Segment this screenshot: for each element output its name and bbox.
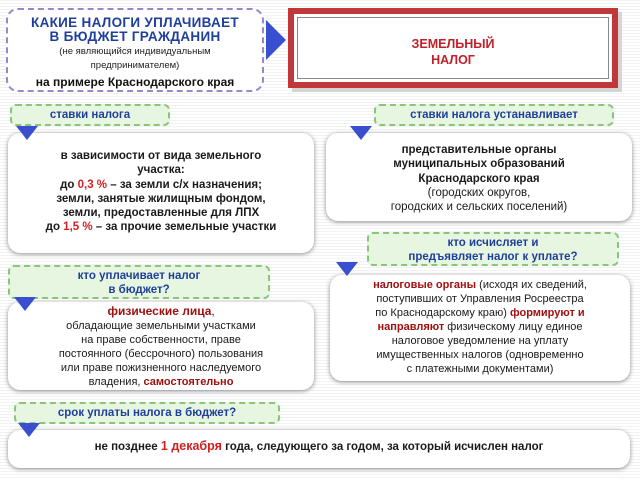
who-pays-line-4: постоянного (бессрочного) пользования <box>58 348 264 360</box>
pointer-triangle-icon <box>350 126 372 140</box>
who-calculates-line-7: с платежными документами) <box>406 363 554 375</box>
who-calculates-label-line-2: предъявляет налог к уплате? <box>408 251 578 263</box>
rates-set-by-line-5: городских и сельских поселений) <box>390 201 568 214</box>
rates-set-by-line-1: представительные органы <box>401 144 557 156</box>
subtitle-line-2: предпринимателем) <box>90 60 180 71</box>
who-pays-label <box>8 265 270 299</box>
who-pays-line-5: или праве пожизненного наследуемого <box>60 362 262 374</box>
who-pays-line-1: физические лица, <box>107 304 215 318</box>
pointer-triangle-icon <box>14 297 36 311</box>
who-pays-line-3: на праве собственности, праве <box>81 334 241 346</box>
right-arrow-icon <box>266 20 286 60</box>
tax-name-line-2: НАЛОГ <box>431 53 475 67</box>
rates-set-by-box <box>326 133 632 221</box>
deadline-box <box>8 430 630 468</box>
who-calculates-line-1: налоговые органы (исходя их сведений, <box>373 279 587 291</box>
who-pays-line-6: владения, самостоятельно <box>88 376 234 388</box>
who-calculates-label <box>367 232 619 266</box>
who-pays-line-2: обладающие земельными участками <box>66 320 256 332</box>
rates-line-1: в зависимости от вида земельного <box>60 150 262 162</box>
rates-line-2: участка: <box>137 164 185 177</box>
title-line-1: КАКИЕ НАЛОГИ УПЛАЧИВАЕТ <box>31 15 239 30</box>
title-line-2: В БЮДЖЕТ ГРАЖДАНИН <box>49 29 221 44</box>
who-calculates-box <box>330 275 630 381</box>
rates-line-4: земли, занятые жилищным фондом, <box>56 192 266 205</box>
rates-box <box>8 133 314 253</box>
who-pays-label-line-1: кто уплачивает налог <box>77 270 201 282</box>
title-box <box>6 8 264 92</box>
who-pays-box <box>8 302 314 390</box>
deadline-text: не позднее 1 декабря года, следующего за годом, за который исчислен налог <box>94 439 544 453</box>
pointer-triangle-icon <box>336 262 358 276</box>
rates-line-3: до 0,3 % – за земли с/х назначения; <box>60 178 262 191</box>
rates-set-by-label: ставки налога устанавливает <box>374 104 614 126</box>
pointer-triangle-icon <box>18 423 40 437</box>
tax-name-box <box>288 8 618 88</box>
rates-set-by-line-4: (городских округов, <box>427 186 531 199</box>
who-calculates-line-6: имущественных налогов (одновременно <box>376 349 584 361</box>
example-region: на примере Краснодарского края <box>35 75 235 89</box>
who-calculates-line-3: по Краснодарскому краю) формируют и <box>375 307 585 319</box>
rates-line-6: до 1,5 % – за прочие земельные участки <box>45 221 277 234</box>
who-calculates-line-2: поступивших от Управления Росреестра <box>376 293 584 305</box>
who-calculates-line-5: налоговое уведомление на уплату <box>391 335 569 347</box>
tax-name-line-1: ЗЕМЕЛЬНЫЙ <box>411 37 495 51</box>
rates-line-5: земли, предоставленные для ЛПХ <box>62 207 260 220</box>
pointer-triangle-icon <box>16 126 38 140</box>
subtitle-line-1: (не являющийся индивидуальным <box>59 46 211 57</box>
who-pays-label-line-2: в бюджет? <box>108 284 170 296</box>
who-calculates-label-line-1: кто исчисляет и <box>447 237 539 249</box>
who-calculates-line-4: направляют физическому лицу единое <box>377 321 583 333</box>
rates-set-by-line-3: Краснодарского края <box>418 172 540 185</box>
deadline-label: срок уплаты налога в бюджет? <box>14 402 280 424</box>
rates-label: ставки налога <box>10 104 170 126</box>
rates-set-by-line-2: муниципальных образований <box>393 158 565 171</box>
